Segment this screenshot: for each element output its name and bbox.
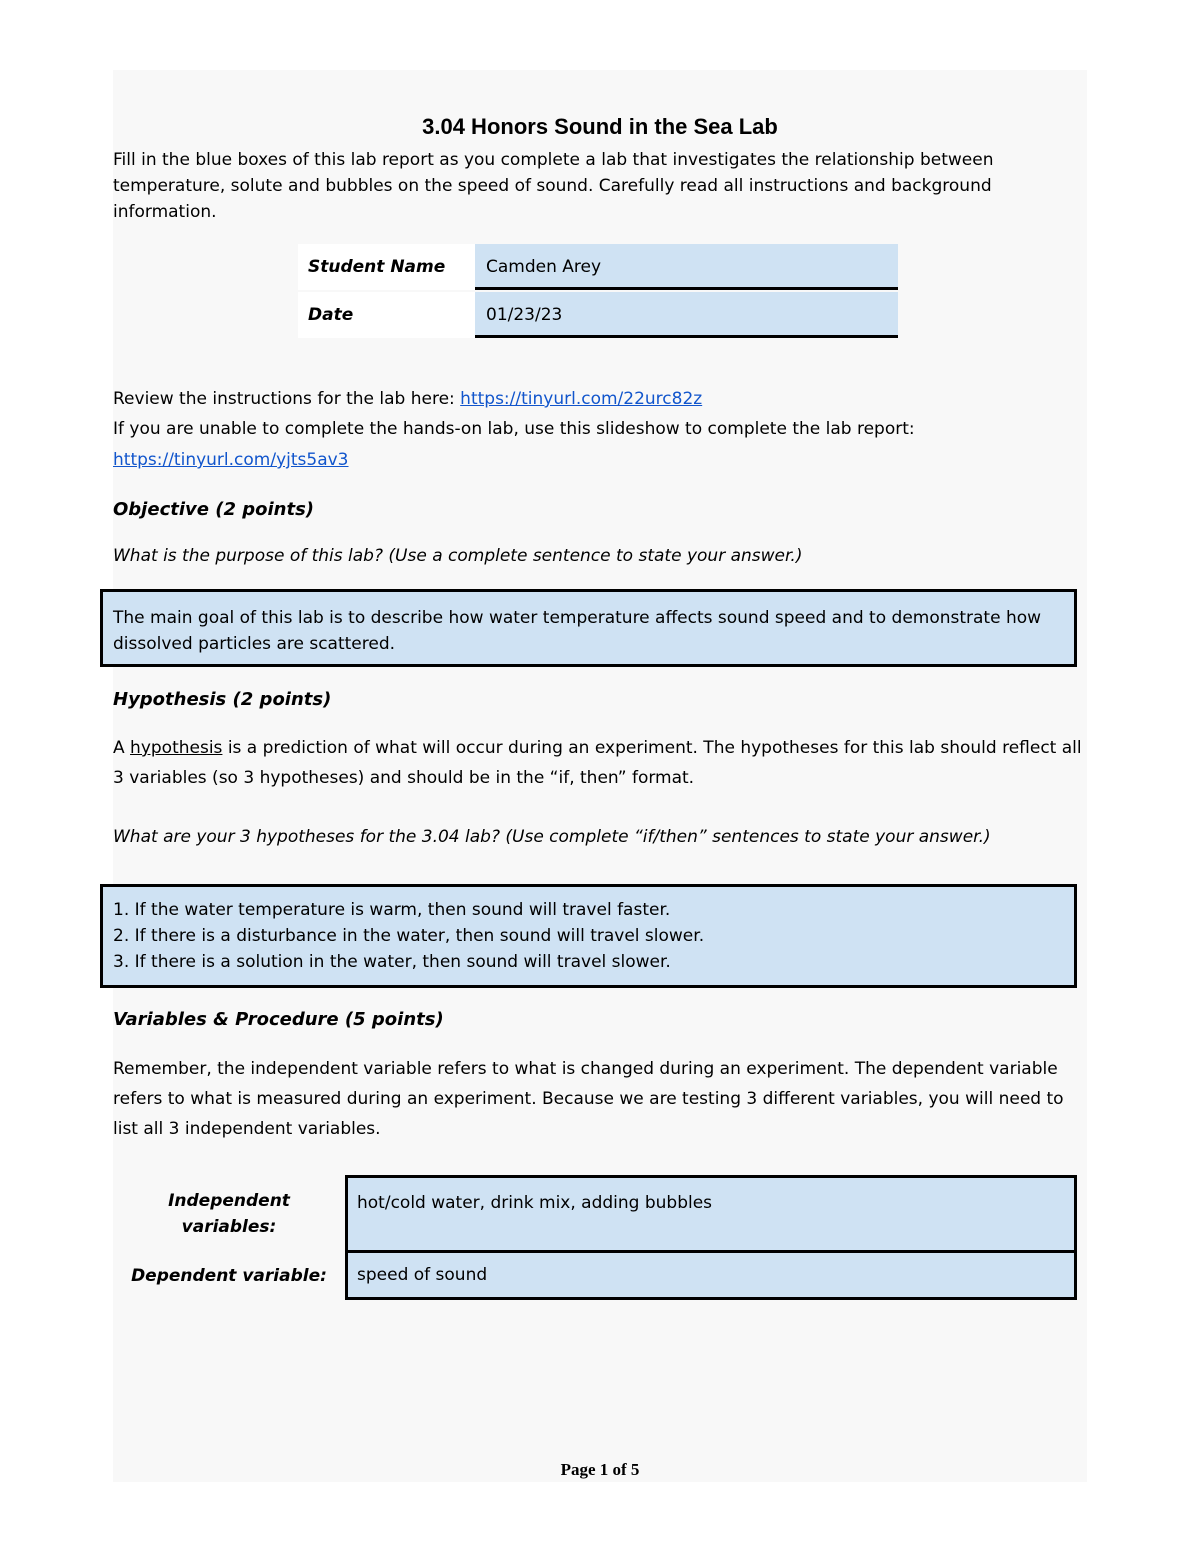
hypothesis-answer-1: 1. If the water temperature is warm, then sound will travel faster. <box>113 900 671 920</box>
independent-label-line-1: Independent <box>168 1191 290 1211</box>
instructions-link[interactable]: https://tinyurl.com/22urc82z <box>460 389 703 409</box>
review-instructions-text: Review the instructions for the lab here: <box>113 389 461 409</box>
objective-answer-box[interactable]: The main goal of this lab is to describe how water temperature affects sound speed and to demonstrate how dissolved particles are scattered. <box>100 589 1077 667</box>
independent-variables-label <box>113 1188 345 1240</box>
hypothesis-rest: is a prediction of what will occur during an experiment. The hypotheses for this lab should reflect all 3 variables (so 3 hypotheses) and should be in the “if, then” format. <box>113 738 1082 788</box>
hypothesis-term: hypothesis <box>130 738 223 758</box>
student-name-label: Student Name <box>298 244 475 290</box>
intro-paragraph: Fill in the blue boxes of this lab report as you complete a lab that investigates the relationship between temperature, solute and bubbles on the speed of sound. Carefully read all instructions and background information. <box>113 150 994 222</box>
page-number: Page 1 of 5 <box>560 1460 640 1479</box>
hypothesis-answer-3: 3. If there is a solution in the water, then sound will travel slower. <box>113 952 671 972</box>
student-info-table <box>298 244 898 338</box>
hypothesis-definition <box>113 733 1087 793</box>
hypothesis-question: What are your 3 hypotheses for the 3.04 lab? (Use complete “if/then” sentences to state your answer.) <box>113 827 991 847</box>
review-instructions-line <box>113 386 1087 412</box>
document-title: 3.04 Honors Sound in the Sea Lab <box>422 114 778 139</box>
dependent-variable-label: Dependent variable: <box>131 1266 327 1286</box>
hypothesis-answer-2: 2. If there is a disturbance in the water, then sound will travel slower. <box>113 926 705 946</box>
dependent-variable-field[interactable]: speed of sound <box>345 1250 1077 1300</box>
slideshow-line <box>113 447 349 473</box>
date-row <box>298 292 898 338</box>
independent-variables-field[interactable]: hot/cold water, drink mix, adding bubbles <box>345 1175 1077 1253</box>
slideshow-text: If you are unable to complete the hands-on lab, use this slideshow to complete the lab report: <box>113 419 915 439</box>
hypothesis-answer-box[interactable] <box>100 884 1077 988</box>
date-field[interactable]: 01/23/23 <box>475 292 898 338</box>
student-name-field[interactable]: Camden Arey <box>475 244 898 290</box>
variables-heading: Variables & Procedure (5 points) <box>113 1009 444 1030</box>
independent-label-line-2: variables: <box>181 1217 277 1237</box>
variables-explanation: Remember, the independent variable refers to what is changed during an experiment. The dependent variable refers to what is measured during an experiment. Because we are testing 3 different variables, you will need to list all 3 independent variables. <box>113 1059 1064 1139</box>
objective-question: What is the purpose of this lab? (Use a complete sentence to state your answer.) <box>113 546 803 566</box>
hypothesis-prefix: A <box>113 738 131 758</box>
student-name-row <box>298 244 898 290</box>
variables-table <box>113 1175 1077 1301</box>
objective-heading: Objective (2 points) <box>113 499 315 520</box>
date-label: Date <box>298 292 475 338</box>
hypothesis-heading: Hypothesis (2 points) <box>113 689 332 710</box>
slideshow-link[interactable]: https://tinyurl.com/yjts5av3 <box>113 450 349 470</box>
